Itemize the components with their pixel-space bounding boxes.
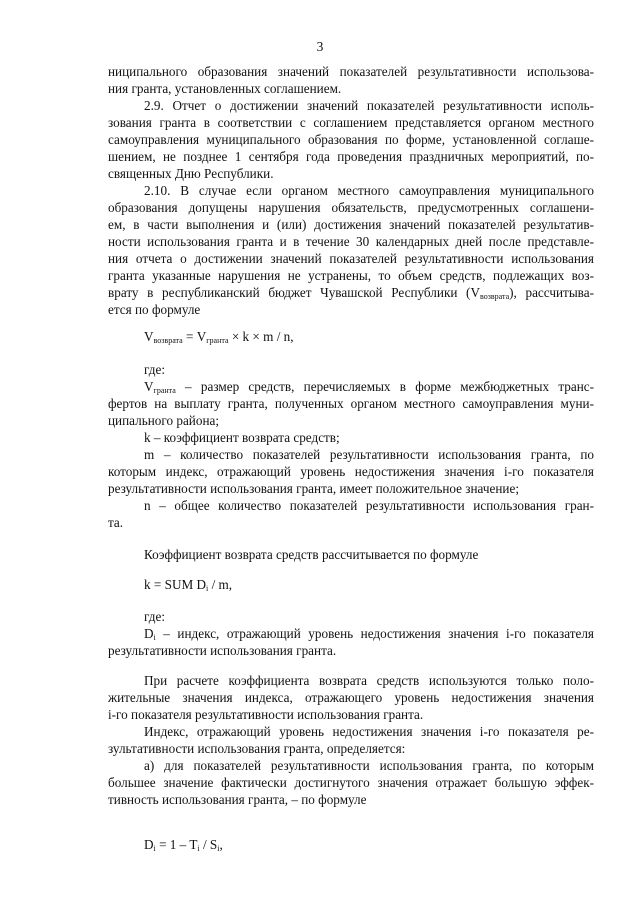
text-line: i-го показателя результативности использования гранта. (108, 707, 424, 722)
formula: $D_i = 1 - T_i / S_i$, (144, 837, 223, 853)
text-line: ципального района; (108, 413, 220, 428)
text-line: Индекс, отражающий уровень недостижения значения i-го показателя ре- (144, 724, 594, 739)
text-line: где: (144, 609, 165, 624)
text-line: ниципального образования значений показателей результативности использова- (108, 64, 594, 79)
text-line: фертов на выплату гранта, полученных органом местного самоуправления муни- (108, 396, 594, 411)
text-line: гранта указанные нарушения не устранены, то объем средств, подлежащих воз- (108, 268, 594, 283)
text-line: ности использования гранта и в течение 30 календарных дней после представле- (108, 234, 594, 249)
text-line: результативности использования гранта. (108, 643, 337, 658)
text-line: ется по формуле (108, 302, 201, 317)
text-line: священных Дню Республики. (108, 166, 274, 181)
text-line: тивность использования гранта, – по формуле (108, 792, 367, 807)
text-line: зультативности использования гранта, определяется: (108, 741, 406, 756)
text-line: а) для показателей результативности использования гранта, по которым (144, 758, 594, 773)
text-line: самоуправления муниципального образования по форме, установленной соглаше- (108, 132, 594, 147)
text-line: Коэффициент возврата средств рассчитывается по формуле (144, 547, 479, 562)
text-line: большее значение фактически достигнутого значения отражает большую эффек- (108, 775, 594, 790)
page-number: 3 (316, 39, 324, 54)
formula: $V_{возврата} = V_{гранта} \times k \times m / n$, (144, 329, 294, 345)
text-line: При расчете коэффициента возврата средств используются только поло- (144, 673, 594, 688)
text-line: зования гранта в соответствии с соглашением представляется органом местного (108, 115, 594, 130)
text-line: врату в республиканский бюджет Чувашской Республики $(V_{возврата})$, рассчитыва- (108, 285, 594, 301)
text-line: 2.9. Отчет о достижении значений показателей результативности исполь- (144, 98, 594, 113)
text-line: k – коэффициент возврата средств; (144, 430, 340, 445)
text-line: ния отчета о достижении значений показателей результативности использования (108, 251, 594, 266)
text-line: $D_i$ – индекс, отражающий уровень недостижения значения i-го показателя (144, 626, 594, 642)
formula: k = SUM $D_i$ / m, (144, 577, 233, 593)
text-line: шением, не позднее 1 сентября года проведения праздничных мероприятий, по- (108, 149, 594, 164)
text-line: $V_{гранта}$ – размер средств, перечисляемых в форме межбюджетных транс- (144, 379, 594, 395)
text-line: жительные значения индекса, отражающего уровень недостижения значения (108, 690, 594, 705)
text-line: ния гранта, установленных соглашением. (108, 81, 342, 96)
text-line: образования допущены нарушения обязательств, предусмотренных соглашени- (108, 200, 594, 215)
text-line: n – общее количество показателей результативности использования гран- (144, 498, 594, 513)
text-line: где: (144, 362, 165, 377)
text-line: та. (108, 515, 124, 530)
text-line: результативности использования гранта, имеет положительное значение; (108, 481, 519, 496)
text-line: 2.10. В случае если органом местного самоуправления муниципального (144, 183, 594, 198)
text-line: которым индекс, отражающий уровень недостижения значения i-го показателя (108, 464, 594, 479)
text-line: ем, в части выполнения и (или) достижения значений показателей результатив- (108, 217, 594, 232)
text-line: m – количество показателей результативности использования гранта, по (144, 447, 594, 462)
